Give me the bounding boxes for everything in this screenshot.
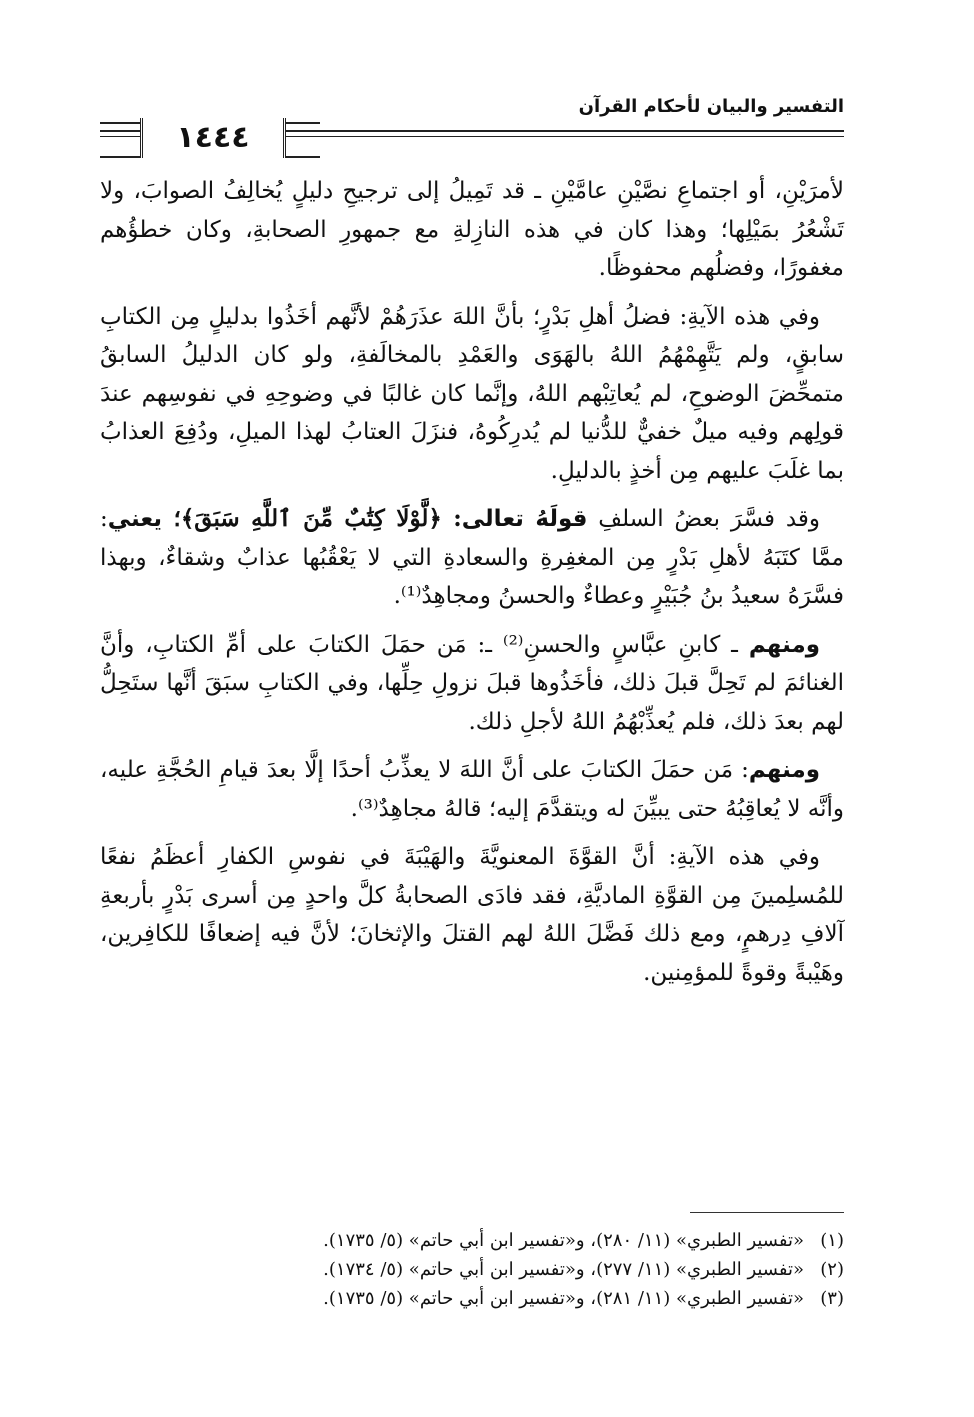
paragraph: [100, 500, 844, 616]
footnote-number: (١): [820, 1230, 844, 1251]
footnote: [100, 1284, 844, 1313]
footnote-separator: [690, 1212, 844, 1213]
paragraph: [100, 172, 844, 288]
paragraph: [100, 298, 844, 491]
footnote-number: (٣): [820, 1288, 844, 1309]
footnote-number: (٢): [820, 1259, 844, 1280]
footnote-text: «تفسير الطبري» (١١/ ٢٧٧)، و«تفسير ابن أبي حاتم» (٥/ ١٧٣٤).: [323, 1259, 804, 1280]
bold-term: ومنهم: [748, 757, 820, 783]
page-header: [100, 96, 844, 158]
paragraph: [100, 838, 844, 992]
bold-term: ومنهم: [748, 631, 820, 658]
footnote-text: «تفسير الطبري» (١١/ ٢٨١)، و«تفسير ابن أبي حاتم» (٥/ ١٧٣٥).: [323, 1288, 804, 1309]
paragraph: [100, 751, 844, 828]
page-number: ١٤٤٤: [140, 118, 286, 158]
text-segment: ـ كابنِ عبَّاسٍ والحسنِ⁽²⁾ ـ: مَن حمَلَ الكتابَ على أمِّ الكتابِ، وأنَّ الغنائمَ لم تَحِلَّ قبلَ ذلك، فأخَذُوها قبلَ نزولِ حِلِّها، وفي الكتابِ سبَقَ أنَّها ستَحِلُّ لهم بعدَ ذلك، فلم يُعذِّبْهُمُ اللهُ لأجلِ ذلك.: [100, 631, 844, 735]
footnote-text: «تفسير الطبري» (١١/ ٢٨٠)، و«تفسير ابن أبي حاتم» (٥/ ١٧٣٥).: [323, 1230, 804, 1251]
footnote: [100, 1255, 844, 1284]
bold-term: يعني: [107, 506, 163, 532]
text-segment: وفي هذه الآيةِ: أنَّ القوَّةَ المعنويَّةَ والهَيْبَةَ في نفوسِ الكفارِ أعظَمُ نفعًا للمُسلِمينَ مِن القوَّةِ الماديَّةِ، فقد فادَى الصحابةُ كلَّ واحدٍ مِن أسرى بَدْرٍ بأربعةِ آلافِ دِرهمٍ، ومع ذلك فَضَّلَ اللهُ لهم القتلَ والإثخانَ؛ لأنَّ فيه إضعافًا للكافِرين، وهَيْبةً وقوةً للمؤمِنين.: [100, 844, 844, 986]
page-number-frame: [100, 112, 320, 156]
text-segment: وفي هذه الآيةِ: فضلُ أهلِ بَدْرٍ؛ بأنَّ اللهَ عذَرَهُمْ لأنَّهم أخَذُوا بدليلٍ مِن الكتابِ سابقٍ، ولم يَتَّهِمْهُمُ اللهُ بالهَوَى والعَمْدِ بالمخالَفةِ، ولو كان الدليلُ السابقُ متمحِّضَ الوضوحِ، لم يُعاتِبْهم اللهُ، وإنَّما كان غالبًا في وضوحِهِ في نفوسِهم عندَ قولِهم وفيه ميلٌ خفيٌّ للدُّنيا لم يُدرِكُوهُ، فنزَلَ العتابُ لهذا الميلِ، ودُفِعَ العذابُ بما غلَبَ عليهم مِن أخذٍ بالدليلِ.: [100, 303, 844, 484]
paragraph: [100, 626, 844, 742]
book-title: التفسير والبيان لأحكام القرآن: [571, 96, 844, 117]
main-text: [100, 172, 844, 1002]
text-segment: وقد فسَّرَ بعضُ السلفِ: [587, 506, 820, 532]
text-segment: : ممَّا كتَبَهُ لأهلِ بَدْرٍ مِن المغفِرةِ والسعادةِ التي لا يَعْقُبُها عذابٌ وشقاءٌ، وبهذا فسَّرَهُ سعيدُ بنُ جُبَيْرٍ وعطاءٌ والحسنُ ومجاهِدٌ⁽¹⁾.: [100, 506, 844, 609]
quran-verse: : ﴿لَّوْلَا كِتَٰبٌ مِّنَ ٱللَّهِ سَبَقَ﴾؛: [162, 505, 462, 532]
footnote: [100, 1226, 844, 1255]
text-segment: : مَن حمَلَ الكتابَ على أنَّ اللهَ لا يعذِّبُ أحدًا إلَّا بعدَ قيامِ الحُجَّةِ عليه، وأنَّه لا يُعاقِبُهُ حتى يبيِّنَ له ويتقدَّمَ إليه؛ قالهُ مجاهِدٌ⁽³⁾.: [100, 757, 844, 822]
text-segment: لأمرَيْنِ، أو اجتماعِ نصَّيْنِ عامَّيْنِ ـ قد تَمِيلُ إلى ترجيحِ دليلٍ يُخالِفُ الصوابَ، ولا تَشْعُرُ بمَيْلِها؛ وهذا كان في هذه النازِلةِ مع جمهورِ الصحابةِ، وكان خطؤُهم مغفورًا، وفضلُهم محفوظًا.: [100, 178, 844, 281]
footnotes: [100, 1226, 844, 1313]
bold-term: قولَهُ تعالى: [461, 506, 588, 532]
